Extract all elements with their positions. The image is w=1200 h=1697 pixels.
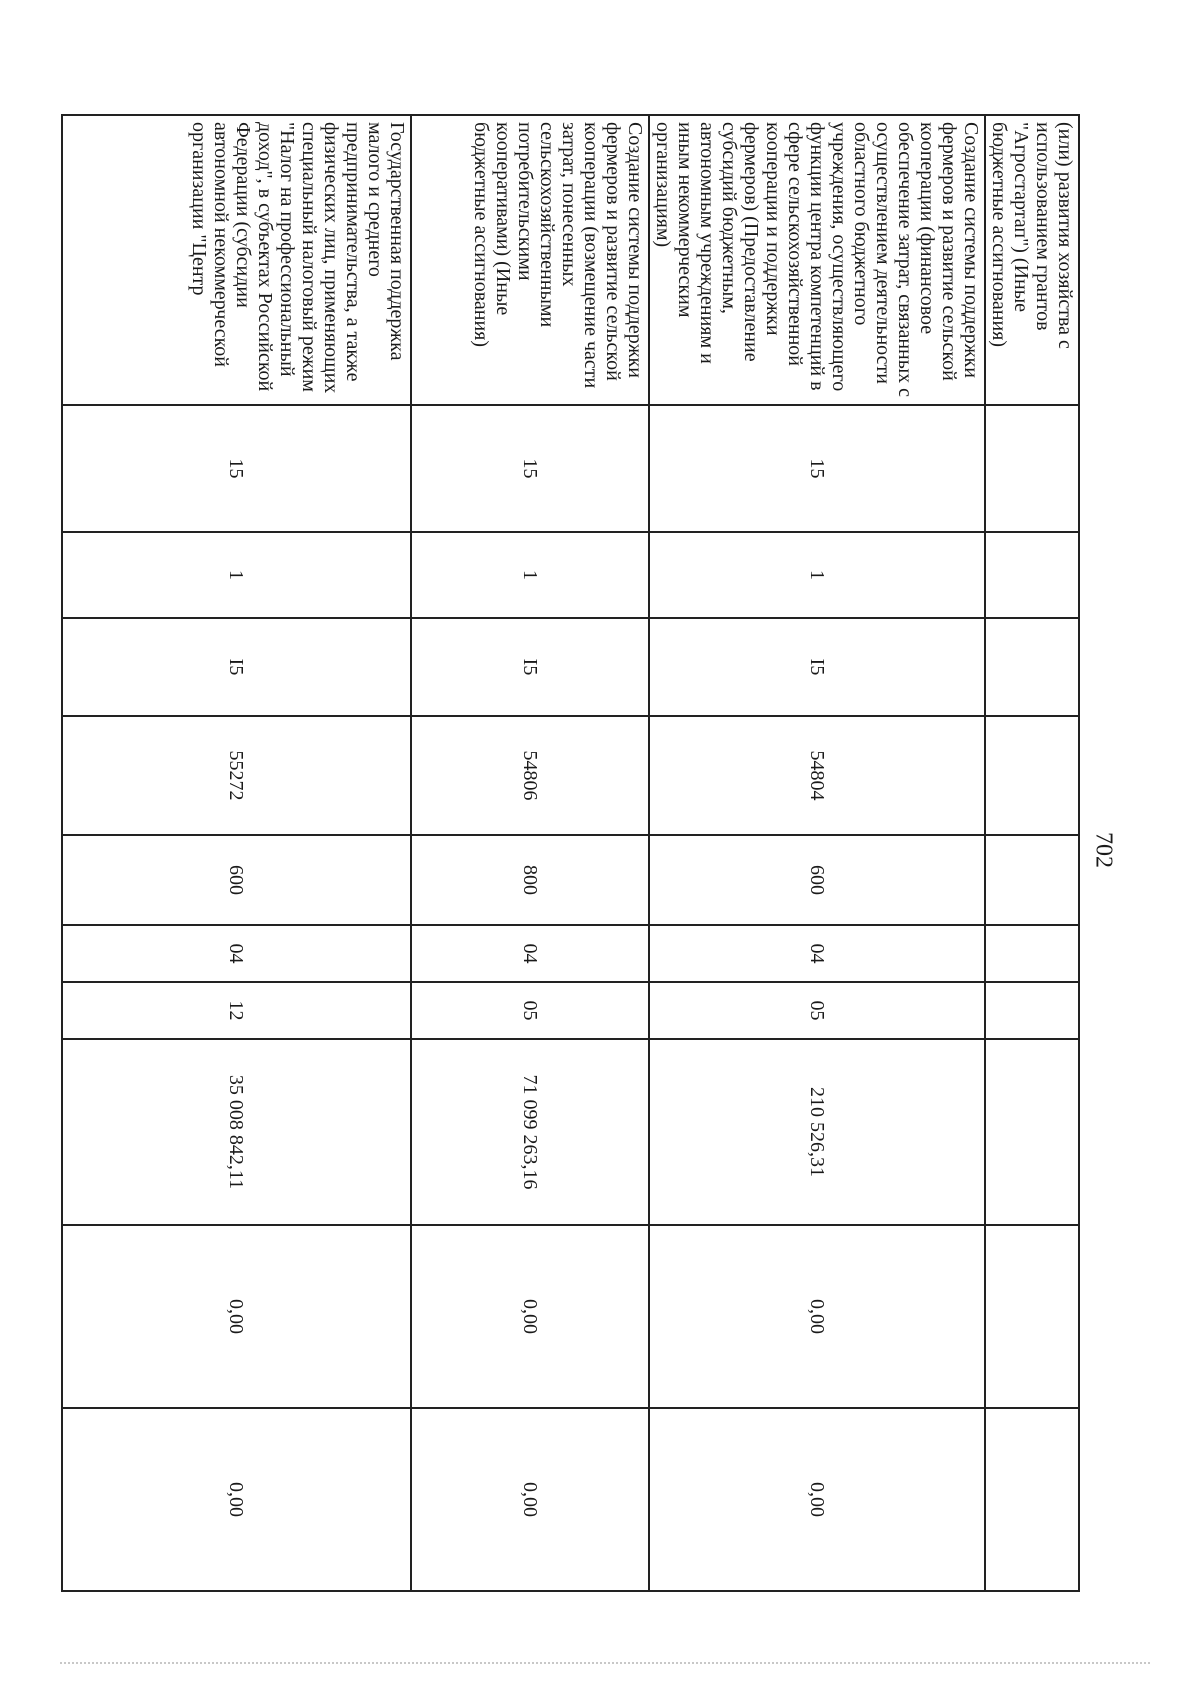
- cell-subprogram: 1: [649, 532, 985, 618]
- cell-subprogram: 1: [411, 532, 649, 618]
- cell-expense-type: 600: [62, 835, 411, 925]
- page-number: 702: [1090, 832, 1117, 868]
- table-row: [985, 115, 1079, 1591]
- cell-amount-3: 0,00: [649, 1408, 985, 1591]
- cell-direction: 54806: [411, 716, 649, 835]
- cell-direction: [985, 716, 1079, 835]
- cell-amount-1: 71 099 263,16: [411, 1039, 649, 1225]
- cell-project: I5: [62, 618, 411, 716]
- cell-amount-2: 0,00: [62, 1225, 411, 1408]
- row-description: Создание системы поддержки фермеров и развитие сельской кооперации (возмещение части затрат, понесенных сельскохозяйственными потребительскими кооперативами) (Иные бюджетные ассигнования): [411, 115, 649, 405]
- cell-section: 04: [62, 925, 411, 982]
- row-description: Создание системы поддержки фермеров и развитие сельской кооперации (финансовое обеспечение затрат, связанных с осуществлением деятельности областного бюджетного учреждения, осуществляющего функции центра компетенций в сфере сельскохозяйственной кооперации и поддержки фермеров) (Предоставление субсидий бюджетным, автономным учреждениям и иным некоммерческим организациям): [649, 115, 985, 405]
- cell-subprogram: 1: [62, 532, 411, 618]
- cell-project: [985, 618, 1079, 716]
- table-row: [62, 115, 411, 1591]
- scan-artifact-line: [60, 1662, 1150, 1668]
- cell-amount-1: 210 526,31: [649, 1039, 985, 1225]
- cell-subsection: 05: [649, 982, 985, 1039]
- cell-project: I5: [411, 618, 649, 716]
- cell-project: I5: [649, 618, 985, 716]
- cell-section: 04: [411, 925, 649, 982]
- cell-program: 15: [411, 405, 649, 532]
- cell-amount-2: 0,00: [649, 1225, 985, 1408]
- row-description: (или) развития хозяйства с использованием грантов "Агростартап") (Иные бюджетные ассигнования): [985, 115, 1079, 405]
- cell-amount-3: 0,00: [62, 1408, 411, 1591]
- cell-program: 15: [649, 405, 985, 532]
- cell-amount-3: 0,00: [411, 1408, 649, 1591]
- table-row: [411, 115, 649, 1591]
- cell-direction: 55272: [62, 716, 411, 835]
- cell-subsection: [985, 982, 1079, 1039]
- cell-amount-2: 0,00: [411, 1225, 649, 1408]
- cell-section: 04: [649, 925, 985, 982]
- cell-direction: 54804: [649, 716, 985, 835]
- cell-expense-type: [985, 835, 1079, 925]
- cell-expense-type: 600: [649, 835, 985, 925]
- cell-amount-1: 35 008 842,11: [62, 1039, 411, 1225]
- cell-section: [985, 925, 1079, 982]
- cell-subprogram: [985, 532, 1079, 618]
- cell-subsection: 12: [62, 982, 411, 1039]
- row-description: Государственная поддержка малого и среднего предпринимательства, а также физических лиц, применяющих специальный налоговый режим "Налог на профессиональный доход", в субъектах Российской Федерации (субсидии автономной некоммерческой организации "Центр: [62, 115, 411, 405]
- table-row: [649, 115, 985, 1591]
- cell-program: 15: [62, 405, 411, 532]
- cell-expense-type: 800: [411, 835, 649, 925]
- budget-table-rotated: [126, 114, 1080, 1590]
- budget-table: [61, 114, 1080, 1592]
- cell-amount-2: [985, 1225, 1079, 1408]
- cell-subsection: 05: [411, 982, 649, 1039]
- cell-program: [985, 405, 1079, 532]
- cell-amount-3: [985, 1408, 1079, 1591]
- cell-amount-1: [985, 1039, 1079, 1225]
